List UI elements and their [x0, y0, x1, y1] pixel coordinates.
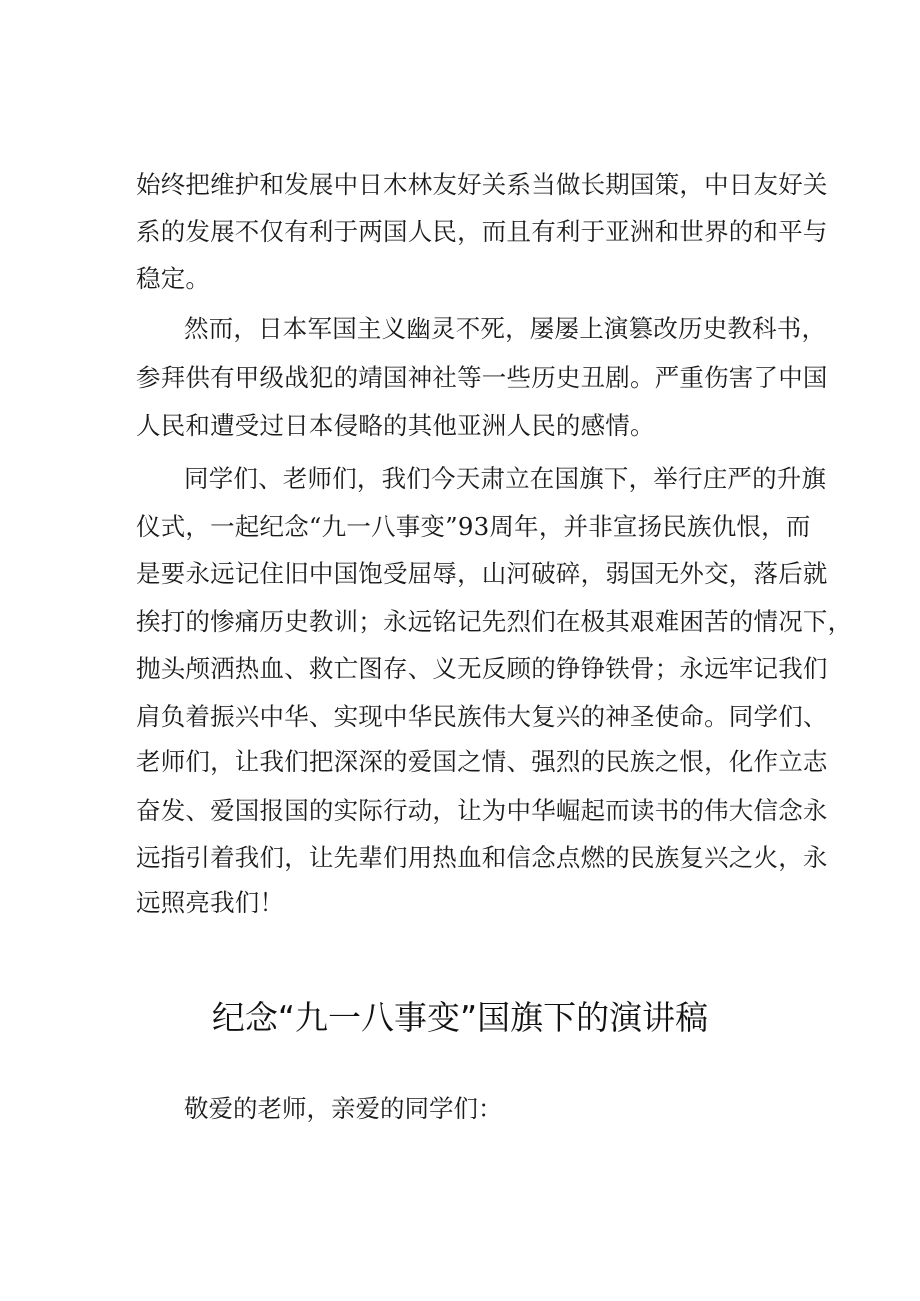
text-line: 远指引着我们，让先辈们用热血和信念点燃的民族复兴之火，永: [136, 843, 828, 872]
text-line: 远照亮我们！: [136, 888, 285, 917]
text-line: 然而，日本军国主义幽灵不死，屡屡上演篡改历史教科书，: [184, 314, 827, 343]
text-line: 稳定。: [136, 264, 211, 293]
salutation: 敬爱的老师，亲爱的同学们：: [184, 1094, 503, 1123]
text-line: 系的发展不仅有利于两国人民，而且有利于亚洲和世界的和平与: [136, 217, 828, 246]
text-line: 仪式，一起纪念“九一八事变”93周年，并非宣扬民族仇恨，而: [136, 512, 811, 541]
text-line: 人民和遭受过日本侵略的其他亚洲人民的感情。: [136, 411, 655, 440]
text-line: 奋发、爱国报国的实际行动，让为中华崛起而读书的伟大信念永: [136, 796, 828, 825]
text-line: 始终把维护和发展中日木林友好关系当做长期国策，中日友好关: [136, 170, 828, 199]
text-line: 挨打的惨痛历史教训；永远铭记先烈们在极其艰难困苦的情况下，: [136, 607, 853, 636]
speech-title: 纪念“九一八事变”国旗下的演讲稿: [211, 998, 709, 1037]
text-line: 抛头颅洒热血、救亡图存、义无反顾的铮铮铁骨；永远牢记我们: [136, 654, 828, 683]
text-line: 是要永远记住旧中国饱受屈辱，山河破碎，弱国无外交，落后就: [136, 559, 828, 588]
text-line: 参拜供有甲级战犯的靖国神社等一些历史丑剧。严重伤害了中国: [136, 363, 828, 392]
text-line: 肩负着振兴中华、实现中华民族伟大复兴的神圣使命。同学们、: [136, 702, 828, 731]
text-line: 老师们，让我们把深深的爱国之情、强烈的民族之恨，化作立志: [136, 747, 828, 776]
text-line: 同学们、老师们，我们今天肃立在国旗下，举行庄严的升旗: [184, 464, 827, 493]
